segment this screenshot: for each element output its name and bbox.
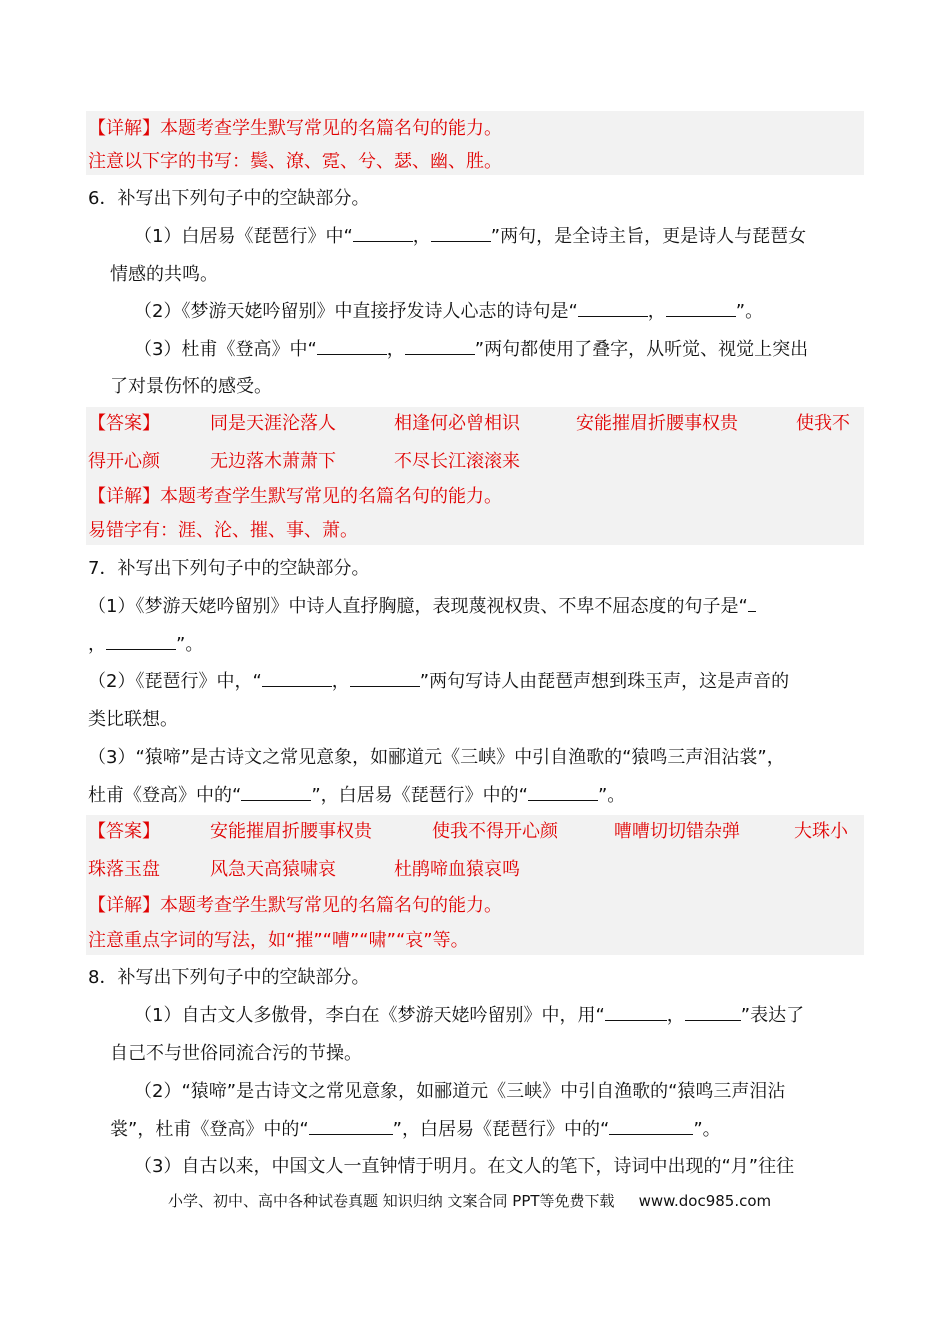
q6-answer-line-1 (88, 405, 850, 443)
q7-item-2-text-c: 类比联想。 (88, 709, 178, 730)
q7-stem-text: 7．补写出下列句子中的空缺部分。 (88, 558, 370, 579)
blank (350, 666, 420, 687)
q6-answer-1: 同是天涯沦落人 (210, 413, 336, 434)
q7-item-1-line-2 (88, 626, 203, 664)
q7-answer-6: 杜鹃啼血猿哀鸣 (394, 859, 520, 880)
q7-item-2-text-a: （2）《琵琶行》中，“ (88, 671, 262, 692)
q7-item-3-text-b: 杜甫《登高》中的“ (88, 785, 242, 806)
q8-item-3-line-1 (134, 1148, 794, 1186)
blank (241, 780, 311, 801)
q8-item-2-line-1 (134, 1073, 785, 1111)
q6-answer-5: 无边落木萧萧下 (210, 451, 336, 472)
q7-stem (88, 550, 369, 588)
q6-detail-text-1: 【详解】本题考查学生默写常见的名篇名句的能力。 (88, 486, 502, 507)
blank (309, 1114, 393, 1135)
blank (528, 780, 598, 801)
blank (578, 296, 648, 317)
q7-item-1-text-c: ”。 (176, 634, 204, 655)
footer-site-link[interactable]: www.doc985.com (638, 1192, 772, 1210)
q8-item-2-text-a: （2）“猿啼”是古诗文之常见意象，如郦道元《三峡》中引自渔歌的“猿鸣三声泪沾 (134, 1081, 786, 1102)
q8-item-1-text-c: 自己不与世俗同流合污的节操。 (110, 1043, 362, 1064)
q5-detail-line-2 (88, 143, 502, 181)
q6-item-3-line-2 (110, 368, 272, 406)
q7-item-1-text-b: ， (88, 634, 106, 655)
q6-item-1-sep: ， (412, 226, 431, 247)
q6-item-3-text-c: 了对景伤怀的感受。 (110, 376, 272, 397)
blank (605, 1000, 667, 1021)
q8-item-2-text-c: ”，白居易《琵琶行》中的“ (392, 1119, 610, 1140)
q8-item-2-text-d: ”。 (693, 1119, 721, 1140)
q7-item-3-text-c: ”，白居易《琵琶行》中的“ (311, 785, 528, 806)
q6-answer-4b: 得开心颜 (88, 451, 160, 472)
q7-item-3-text-a: （3）“猿啼”是古诗文之常见意象，如郦道元《三峡》中引自渔歌的“猿鸣三声泪沾裳”， (88, 747, 785, 768)
blank (666, 296, 736, 317)
q6-item-1-text-c: 情感的共鸣。 (110, 264, 218, 285)
q7-item-2-line-1 (88, 663, 789, 701)
q7-answer-line-1 (88, 813, 848, 851)
footer-text: 小学、初中、高中各种试卷真题 知识归纳 文案合同 PPT等免费下载 (168, 1192, 615, 1210)
q7-answer-4a: 大珠小 (794, 821, 848, 842)
q6-item-2 (134, 293, 763, 331)
q7-detail-line-1 (88, 887, 502, 925)
q6-detail-text-2: 易错字有：涯、沦、摧、事、萧。 (88, 520, 358, 541)
q6-stem (88, 180, 369, 218)
blank (609, 1114, 693, 1135)
q7-item-1-line-1 (88, 588, 756, 626)
q7-answer-4b: 珠落玉盘 (88, 859, 160, 880)
q7-item-3-text-d: ”。 (597, 785, 626, 806)
q6-item-3-line-1 (134, 331, 808, 369)
q6-item-1-line-1 (134, 218, 806, 256)
q6-answer-label: 【答案】 (88, 413, 160, 434)
q8-item-2-text-b: 裳”，杜甫《登高》中的“ (110, 1119, 309, 1140)
blank (353, 221, 413, 242)
q5-detail-text-1: 【详解】本题考查学生默写常见的名篇名句的能力。 (88, 118, 502, 139)
q6-detail-line-2 (88, 512, 358, 550)
q7-answer-2: 使我不得开心颜 (432, 821, 558, 842)
q6-item-3-sep: ， (386, 339, 405, 360)
q7-answer-line-2 (88, 851, 520, 889)
q6-answer-6: 不尽长江滚滚来 (394, 451, 520, 472)
q5-detail-text-2: 注意以下字的书写：鬓、潦、霓、兮、瑟、幽、胜。 (88, 151, 502, 172)
q8-item-1-line-2 (110, 1035, 362, 1073)
q7-answer-5: 风急天高猿啸哀 (210, 859, 336, 880)
q6-item-1-line-2 (110, 256, 218, 294)
q6-answer-3: 安能摧眉折腰事权贵 (576, 413, 738, 434)
q7-detail-text-2: 注意重点字词的写法，如“摧”“嘈”“啸”“哀”等。 (88, 930, 469, 951)
q6-item-2-sep: ， (647, 301, 666, 322)
q7-item-3-line-2 (88, 777, 625, 815)
q8-item-2-line-2 (110, 1111, 721, 1149)
q8-item-1-sep: ， (666, 1005, 685, 1026)
q6-item-3-text-a: （3）杜甫《登高》中“ (134, 339, 317, 360)
blank (685, 1000, 741, 1021)
blank (106, 629, 176, 650)
q7-item-1-text-a: （1）《梦游天姥吟留别》中诗人直抒胸臆，表现蔑视权贵、不卑不屈态度的句子是“ (88, 596, 748, 617)
q6-item-2-text-a: （2）《梦游天姥吟留别》中直接抒发诗人心志的诗句是“ (134, 301, 578, 322)
q6-item-2-text-b: ”。 (735, 301, 764, 322)
blank (262, 666, 332, 687)
q7-answer-label: 【答案】 (88, 821, 160, 842)
q8-item-1-text-a: （1）自古文人多傲骨，李白在《梦游天姥吟留别》中，用“ (134, 1005, 605, 1026)
q6-answer-4a: 使我不 (796, 413, 850, 434)
q8-item-1-text-b: ”表达了 (740, 1005, 805, 1026)
blank (317, 334, 387, 355)
blank (431, 221, 491, 242)
q7-answer-3: 嘈嘈切切错杂弹 (614, 821, 740, 842)
blank (405, 334, 475, 355)
q6-answer-2: 相逢何必曾相识 (394, 413, 520, 434)
q8-stem (88, 959, 369, 997)
q8-stem-text: 8．补写出下列句子中的空缺部分。 (88, 967, 370, 988)
q6-item-3-text-b: ”两句都使用了叠字，从听觉、视觉上突出 (474, 339, 809, 360)
q7-detail-text-1: 【详解】本题考查学生默写常见的名篇名句的能力。 (88, 895, 502, 916)
q8-item-3-text-a: （3）自古以来，中国文人一直钟情于明月。在文人的笔下，诗词中出现的“月”往往 (134, 1156, 795, 1177)
q7-item-2-text-b: ”两句写诗人由琵琶声想到珠玉声，这是声音的 (419, 671, 790, 692)
q6-detail-line-1 (88, 478, 502, 516)
q7-item-2-sep: ， (331, 671, 350, 692)
q7-detail-line-2 (88, 922, 469, 960)
page-footer (168, 1189, 771, 1213)
blank (748, 591, 756, 612)
q8-item-1-line-1 (134, 997, 804, 1035)
q7-answer-1: 安能摧眉折腰事权贵 (210, 821, 372, 842)
q6-stem-text: 6．补写出下列句子中的空缺部分。 (88, 188, 370, 209)
q7-item-2-line-2 (88, 701, 178, 739)
q7-item-3-line-1 (88, 739, 785, 777)
q6-item-1-text-a: （1）白居易《琵琶行》中“ (134, 226, 353, 247)
q6-item-1-text-b: ”两句，是全诗主旨，更是诗人与琵琶女 (490, 226, 807, 247)
q6-answer-line-2 (88, 443, 520, 481)
